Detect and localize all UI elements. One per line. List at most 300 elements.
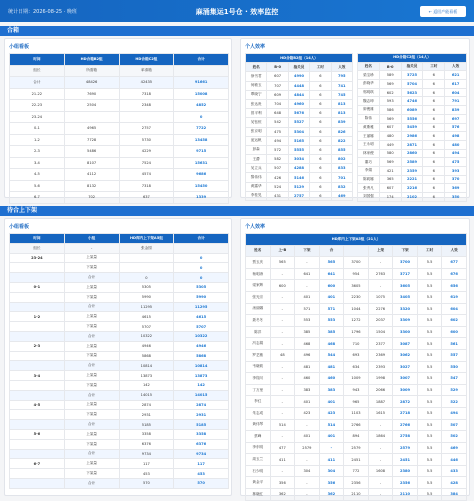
table-cell: -	[270, 396, 295, 408]
table-cell: 571	[319, 303, 344, 315]
card-title: 小组看板	[9, 224, 30, 230]
table-cell: 572	[267, 145, 288, 154]
table-row	[10, 292, 229, 302]
table-row	[10, 146, 229, 158]
table-row	[246, 338, 467, 350]
table-cell	[119, 253, 174, 263]
table-cell: 602	[379, 88, 401, 97]
table-cell: 3309	[393, 315, 418, 327]
table-cell: 张达贵	[246, 99, 267, 108]
column-header: 拖关员	[401, 62, 423, 71]
table-cell: 4-5	[10, 169, 65, 181]
table-cell: 5.5	[417, 431, 442, 443]
table-cell	[64, 111, 119, 123]
table-cell: 469	[442, 442, 467, 454]
table-cell: 4946	[119, 341, 174, 351]
table-cell: 839	[331, 118, 352, 127]
leader-cell	[174, 243, 229, 253]
table-cell: 6	[310, 136, 331, 145]
table-cell: -	[368, 477, 393, 489]
table-cell: 1-2	[10, 134, 65, 146]
table-cell: 494	[442, 407, 467, 419]
table-cell: 943	[344, 384, 369, 396]
table-title: HD合箱C2组（14人）	[358, 54, 467, 63]
table-row	[358, 166, 467, 175]
table-row	[246, 173, 353, 182]
table-row	[10, 351, 229, 361]
table-cell	[10, 322, 65, 332]
table-row	[10, 459, 229, 469]
column-header: B-0	[267, 63, 288, 72]
table-row	[246, 280, 467, 292]
table-cell: 7690	[64, 88, 119, 100]
table-cell: 5.5	[417, 280, 442, 292]
table-cell: 15631	[174, 157, 229, 169]
table-row	[10, 410, 229, 420]
table-cell: 1998	[368, 373, 393, 385]
table-row	[358, 140, 467, 149]
table-cell: 619	[442, 291, 467, 303]
table-cell: 449	[379, 140, 401, 149]
table-cell: 2874	[174, 400, 229, 410]
table-cell: 5185	[174, 420, 229, 430]
table-cell: 14015	[174, 390, 229, 400]
card-title: 个人效率	[245, 44, 266, 50]
table-cell: 6	[310, 155, 331, 164]
table-cell: 362	[319, 489, 344, 501]
table-cell: 陈莉娜	[358, 175, 380, 184]
table-cell: 494	[267, 136, 288, 145]
table-cell: 6	[423, 106, 445, 115]
table-cell: 707	[267, 81, 288, 90]
table-cell: 5623	[401, 88, 423, 97]
table-cell: 上架量	[64, 341, 119, 351]
table-row	[358, 80, 467, 89]
table-cell: 2221	[401, 175, 423, 184]
table-cell: 433	[442, 465, 467, 477]
table-cell: 丁万里	[246, 384, 271, 396]
table-cell: 460	[295, 373, 320, 385]
leader-cell: 所需箱	[64, 65, 119, 77]
table-cell: 下架量	[64, 410, 119, 420]
table-row	[246, 373, 467, 385]
table-cell: -	[270, 326, 295, 338]
table-row	[358, 175, 467, 184]
table-cell: 5.5	[417, 338, 442, 350]
table-row	[246, 182, 353, 191]
back-to-capacity-button[interactable]: ← 返回产能看板	[420, 6, 466, 17]
table-row	[246, 349, 467, 361]
table-cell: 汤丽娜	[246, 303, 271, 315]
table-cell: 2369	[368, 349, 393, 361]
table-cell: 2579	[393, 442, 418, 454]
table-title: HD库内上下架A5组（21人）	[246, 234, 467, 246]
table-title: HD合箱B2组（14人）	[246, 54, 353, 63]
table-cell: -	[295, 257, 320, 269]
table-cell: 5146	[288, 173, 309, 182]
table-cell: 569	[379, 80, 401, 89]
table-cell: 5.5	[417, 489, 442, 501]
table-cell	[10, 273, 65, 283]
table-cell: 6	[423, 123, 445, 132]
table-cell: 张秀凡	[358, 184, 380, 193]
table-cell: 3-4	[10, 371, 65, 381]
column-header: 下架	[295, 245, 320, 257]
table-cell: -	[368, 257, 393, 269]
table-cell: 677	[442, 257, 467, 269]
table-cell: 460	[319, 373, 344, 385]
table-cell: 507	[442, 419, 467, 431]
table-cell: 5-6	[10, 180, 65, 192]
table-row	[10, 341, 229, 351]
table-cell: 480	[445, 140, 467, 149]
table-cell: 3358	[119, 429, 174, 439]
table-cell: 5.5	[417, 326, 442, 338]
table-cell: 11295	[119, 302, 174, 312]
table-cell: 607	[267, 72, 288, 81]
page-title: 麻涌集运1号仓 · 效率监控	[195, 8, 279, 16]
table-cell: 李东明	[246, 442, 271, 454]
table-cell: 5.5	[417, 268, 442, 280]
table-cell: 11295	[174, 302, 229, 312]
table-cell: -	[270, 373, 295, 385]
table-cell: 魏志坤	[358, 97, 380, 106]
table-cell: 117	[119, 459, 174, 469]
table-cell: 5165	[288, 136, 309, 145]
table-cell: 524	[267, 182, 288, 191]
table-cell: 彭晓华	[358, 80, 380, 89]
table-cell: 383	[319, 384, 344, 396]
table-cell: 641	[295, 268, 320, 280]
table-cell: 4615	[119, 312, 174, 322]
table-cell: 合计	[64, 361, 119, 371]
table-cell: 黎伟伟	[246, 173, 267, 182]
table-cell: 5707	[174, 322, 229, 332]
table-cell: 2110	[344, 489, 369, 501]
table-cell: 772	[344, 465, 369, 477]
table-cell: 401	[319, 431, 344, 443]
table-cell	[10, 331, 65, 341]
table-cell: 2451	[393, 454, 418, 466]
table-cell: 13873	[119, 371, 174, 381]
table-cell: 下架量	[64, 292, 119, 302]
table-cell: 1009	[344, 373, 369, 385]
table-row	[246, 361, 467, 373]
table-cell: 6	[310, 99, 331, 108]
table-cell: 蔡峰	[246, 431, 271, 443]
table-cell: 604	[442, 303, 467, 315]
table-cell: 4448	[288, 81, 309, 90]
table-cell: 黄斯雅	[358, 123, 380, 132]
table-cell: 5486	[64, 146, 119, 158]
table-cell: 5.5	[417, 465, 442, 477]
table-header-row	[246, 245, 467, 257]
column-header: 上-B	[270, 245, 295, 257]
table-title-row	[246, 234, 467, 246]
table-cell: 2757	[119, 123, 174, 135]
table-cell: 罗艺敏	[246, 349, 271, 361]
table-cell: -	[270, 407, 295, 419]
column-header: 时间	[10, 54, 65, 66]
column-header: 工时	[423, 62, 445, 71]
table-cell: 5459	[401, 123, 423, 132]
table-cell	[10, 410, 65, 420]
table-cell: 2356	[393, 477, 418, 489]
table-cell	[10, 478, 65, 488]
table-row	[246, 109, 353, 118]
table-row	[10, 371, 229, 381]
table-cell: 4-5	[10, 400, 65, 410]
table-cell: 3717	[393, 268, 418, 280]
table-cell: 1075	[368, 291, 393, 303]
table-cell: 14015	[119, 390, 174, 400]
table-cell: 2579	[295, 442, 320, 454]
leader-cell: 组长	[10, 65, 65, 77]
table-cell: 5.5	[417, 361, 442, 373]
table-cell: 2931	[119, 410, 174, 420]
table-cell: 下架量	[64, 322, 119, 332]
table-row	[10, 380, 229, 390]
table-cell: 2451	[344, 454, 369, 466]
table-cell: 彭森	[246, 145, 267, 154]
table-cell: 2871	[401, 140, 423, 149]
table-cell: 401	[319, 291, 344, 303]
table-cell: 502	[442, 431, 467, 443]
table-cell: 676	[442, 268, 467, 280]
table-cell: 2860	[401, 149, 423, 158]
table-cell: 合计	[64, 390, 119, 400]
table-title-row	[246, 54, 353, 63]
table-cell: 822	[331, 136, 352, 145]
table-cell: -	[270, 268, 295, 280]
column-header: 下架	[393, 245, 418, 257]
table-cell: 641	[319, 268, 344, 280]
table-cell: 894	[344, 431, 369, 443]
leader-cell: -	[64, 243, 119, 253]
table-cell: 557	[442, 349, 467, 361]
table-cell	[10, 469, 65, 479]
table-cell: -	[270, 431, 295, 443]
table-cell: 481	[295, 361, 320, 373]
table-cell: 5868	[174, 351, 229, 361]
table-cell: 9734	[119, 449, 174, 459]
group-board-card-shelving	[4, 218, 232, 496]
table-row	[10, 123, 229, 135]
table-cell: -	[270, 303, 295, 315]
table-cell: 下架量	[64, 380, 119, 390]
table-row	[246, 454, 467, 466]
table-cell: 15008	[174, 88, 229, 100]
table-cell: 542	[267, 118, 288, 127]
table-cell: 上架量	[64, 400, 119, 410]
table-cell: 565	[270, 257, 295, 269]
table-cell: 701	[331, 173, 352, 182]
table-header-row	[10, 54, 229, 66]
table-cell: 23-24	[10, 253, 65, 263]
leader-row	[10, 243, 229, 253]
table-row	[358, 149, 467, 158]
table-cell: 6	[423, 71, 445, 80]
table-row	[10, 180, 229, 192]
table-cell: 468	[319, 338, 344, 350]
table-cell: 693	[344, 349, 369, 361]
table-cell: 杨明涛	[246, 268, 271, 280]
stat-date: 统计日期：2026-08-25 · 晚班	[8, 9, 77, 15]
table-cell: 401	[319, 396, 344, 408]
table-cell: 802	[331, 155, 352, 164]
table-cell: 李娟	[358, 166, 380, 175]
table-cell: 6	[310, 90, 331, 99]
table-row	[10, 157, 229, 169]
table-cell: 3027	[393, 361, 418, 373]
table-cell: -	[368, 489, 393, 501]
column-header: HD合箱B2组	[64, 54, 119, 66]
table-cell: 2589	[401, 158, 423, 167]
table-cell: 607	[379, 123, 401, 132]
table-cell: 609	[267, 90, 288, 99]
table-header-row	[358, 62, 467, 71]
table-cell: 3007	[393, 373, 418, 385]
table-row	[10, 134, 229, 146]
table-cell: 6	[310, 72, 331, 81]
table-cell: 5868	[119, 351, 174, 361]
table-cell: 571	[295, 303, 320, 315]
table-cell: 2356	[344, 477, 369, 489]
table-cell: 5.5	[417, 442, 442, 454]
table-cell: 廖俊雄	[358, 106, 380, 115]
table-cell: 369	[445, 184, 467, 193]
table-cell: 3062	[393, 349, 418, 361]
table-cell: 4112	[64, 169, 119, 181]
table-cell: 陈洋	[246, 326, 271, 338]
table-cell: 2377	[368, 338, 393, 350]
table-cell	[10, 390, 65, 400]
table-cell: 48	[270, 349, 295, 361]
table-cell: 384	[442, 489, 467, 501]
table-cell: 6	[423, 132, 445, 141]
table-cell: 6	[423, 175, 445, 184]
table-cell: 1339	[174, 192, 229, 204]
table-cell: 合计	[10, 77, 65, 89]
table-cell: 6	[423, 80, 445, 89]
table-cell: 1103	[344, 407, 369, 419]
table-cell: 5704	[401, 80, 423, 89]
table-cell: 704	[267, 99, 288, 108]
table-cell: 795	[331, 72, 352, 81]
table-cell: 合计	[64, 331, 119, 341]
table-cell: 600	[442, 326, 467, 338]
column-header: 人效	[442, 245, 467, 257]
table-cell	[119, 263, 174, 273]
table-cell: 陈伟	[358, 114, 380, 123]
table-row	[358, 71, 467, 80]
table-cell: 468	[295, 338, 320, 350]
table-row	[358, 123, 467, 132]
table-cell: 2872	[393, 396, 418, 408]
table-cell: 黄金平	[246, 477, 271, 489]
table-title-row	[358, 54, 467, 63]
table-cell: 426	[267, 173, 288, 182]
table-cell: 6376	[174, 439, 229, 449]
table-row	[246, 90, 353, 99]
table-cell: 曾平利	[246, 109, 267, 118]
table-cell: -	[295, 477, 320, 489]
table-cell: 593	[379, 97, 401, 106]
table-cell: 1864	[368, 431, 393, 443]
table-cell: -	[368, 280, 393, 292]
table-cell: 6-7	[10, 192, 65, 204]
table-cell: 480	[379, 132, 401, 141]
table-cell	[10, 263, 65, 273]
table-cell: 421	[379, 166, 401, 175]
table-row	[246, 136, 353, 145]
table-cell: 上架量	[64, 253, 119, 263]
table-cell: 0	[174, 273, 229, 283]
table-cell: 2-3	[10, 341, 65, 351]
table-cell: 2110	[393, 489, 418, 501]
section-heading-shelving: 待合上下架	[0, 206, 474, 216]
table-cell: 5.5	[417, 373, 442, 385]
table-row	[246, 191, 353, 200]
table-cell: 634	[344, 361, 369, 373]
table-cell: 2766	[393, 419, 418, 431]
table-cell: 合计	[64, 420, 119, 430]
table-row	[10, 331, 229, 341]
table-row	[10, 390, 229, 400]
table-cell: 3320	[393, 303, 418, 315]
table-cell: 上架量	[64, 312, 119, 322]
table-cell: 6	[423, 114, 445, 123]
table-cell: 607	[379, 184, 401, 193]
leader-cell	[174, 65, 229, 77]
table-cell: 586	[379, 106, 401, 115]
column-header: 姓名	[358, 62, 380, 71]
table-cell: 855	[331, 145, 352, 154]
table-cell: 2718	[393, 407, 418, 419]
table-row	[10, 400, 229, 410]
table-cell: 6	[310, 145, 331, 154]
table-cell: -	[368, 442, 393, 454]
table-cell: 745	[331, 90, 352, 99]
table-cell: 15450	[174, 180, 229, 192]
table-cell: -	[270, 465, 295, 477]
column-header: 合计	[174, 234, 229, 244]
table-row	[246, 118, 353, 127]
table-cell: 0	[174, 263, 229, 273]
table-row	[246, 315, 467, 327]
table-cell: 庞运帆	[246, 136, 267, 145]
table-cell: 561	[442, 338, 467, 350]
table-cell: 李桂见	[246, 191, 267, 200]
table-row	[358, 193, 467, 202]
table-cell: 梁宝珍	[358, 71, 380, 80]
table-cell: 5304	[288, 127, 309, 136]
table-cell: -	[270, 338, 295, 350]
table-header-row	[10, 234, 229, 244]
table-cell: 徐书君	[246, 72, 267, 81]
table-row	[246, 407, 467, 419]
table-cell: 570	[119, 478, 174, 488]
table-cell: 423	[295, 407, 320, 419]
column-header: HD合箱C2组	[119, 54, 174, 66]
table-cell: 553	[295, 315, 320, 327]
table-row	[246, 477, 467, 489]
table-cell: -	[295, 489, 320, 501]
table-cell: 582	[267, 155, 288, 164]
table-cell: 郭明琪	[358, 88, 380, 97]
table-cell: 6	[423, 140, 445, 149]
table-cell: 黄伟琴	[246, 419, 271, 431]
